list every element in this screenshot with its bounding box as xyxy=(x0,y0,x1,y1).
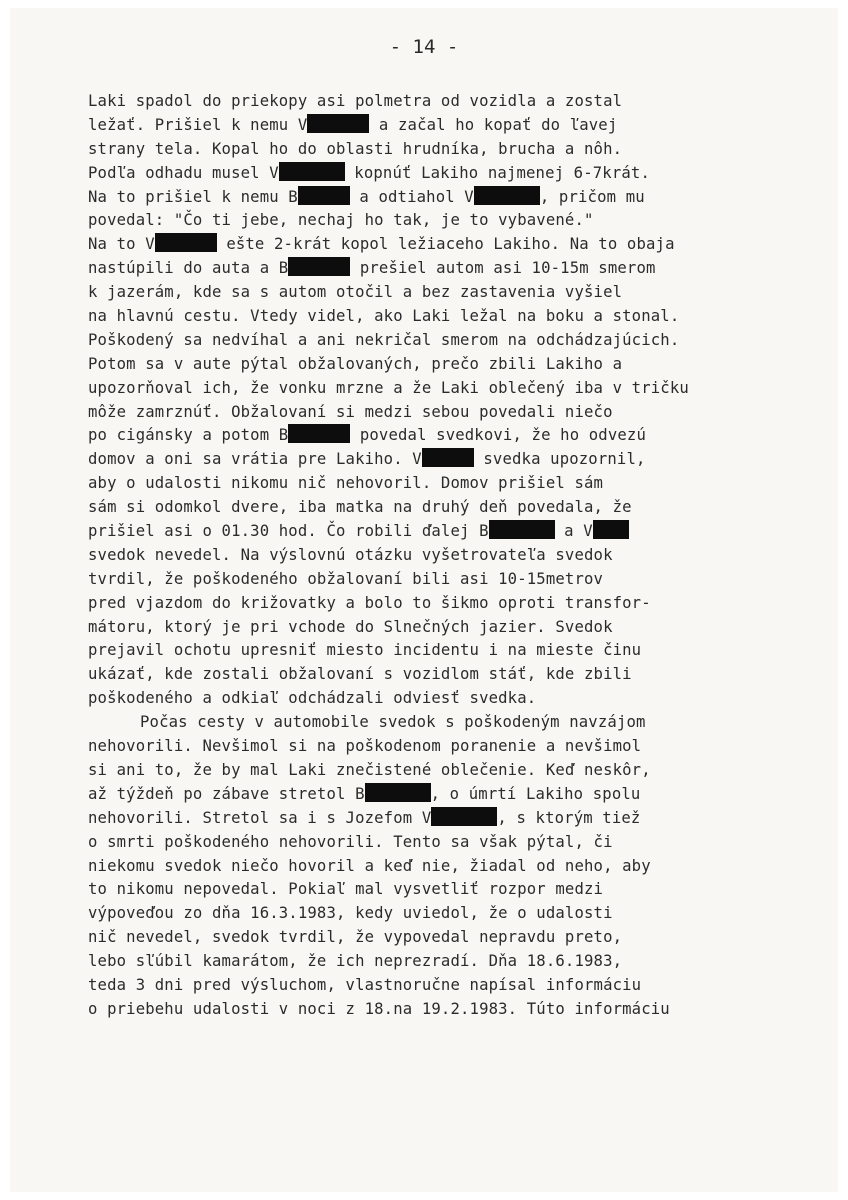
text-segment: svedok nevedel. Na výslovnú otázku vyšetrovateľa svedok xyxy=(88,545,613,564)
text-segment: teda 3 dni pred výsluchom, vlastnoručne napísal informáciu xyxy=(88,975,642,994)
text-line xyxy=(88,878,748,902)
text-segment: o priebehu udalosti v noci z 18.na 19.2.1983. Túto informáciu xyxy=(88,999,670,1018)
text-segment: Na to prišiel k nemu B xyxy=(88,187,298,206)
text-line xyxy=(88,448,748,472)
text-segment: to nikomu nepovedal. Pokiaľ mal vysvetliť rozpor medzi xyxy=(88,880,604,899)
redaction-box xyxy=(489,520,555,539)
text-line xyxy=(88,855,748,879)
text-line xyxy=(88,520,748,544)
text-segment: výpoveďou zo dňa 16.3.1983, kedy uviedol, že o udalosti xyxy=(88,904,613,923)
text-line xyxy=(88,926,748,950)
text-segment: pred vjazdom do križovatky a bolo to šikmo oproti transfor- xyxy=(88,593,651,612)
text-segment: kopnúť Lakiho najmenej 6-7krát. xyxy=(344,163,650,182)
text-segment: povedal: "Čo ti jebe, nechaj ho tak, je to vybavené." xyxy=(88,211,594,230)
text-line xyxy=(88,353,748,377)
redaction-box xyxy=(288,424,350,443)
redaction-box xyxy=(431,807,497,826)
text-segment: , pričom mu xyxy=(539,187,645,206)
redaction-box xyxy=(365,783,431,802)
text-line xyxy=(88,687,748,711)
text-line xyxy=(88,496,748,520)
text-line xyxy=(88,162,748,186)
text-line xyxy=(88,401,748,425)
text-line xyxy=(88,186,748,210)
text-line xyxy=(88,424,748,448)
redaction-box xyxy=(155,233,217,252)
text-segment: nič nevedel, svedok tvrdil, že vypovedal nepravdu preto, xyxy=(88,928,623,947)
text-segment: k jazerám, kde sa s autom otočil a bez zastavenia vyšiel xyxy=(88,283,623,302)
text-line xyxy=(88,950,748,974)
text-segment: si ani to, že by mal Laki znečistené oblečenie. Keď neskôr, xyxy=(88,760,651,779)
text-segment: Podľa odhadu musel V xyxy=(88,163,279,182)
text-line xyxy=(88,759,748,783)
redaction-box xyxy=(422,448,474,467)
redaction-box xyxy=(307,114,369,133)
text-segment: Poškodený sa nedvíhal a ani nekričal smerom na odchádzajúcich. xyxy=(88,330,680,349)
text-segment: až týždeň po zábave stretol B xyxy=(88,784,365,803)
text-line xyxy=(88,329,748,353)
text-line xyxy=(88,807,748,831)
text-segment: po cigánsky a potom B xyxy=(88,426,289,445)
text-segment: domov a oni sa vrátia pre Lakiho. V xyxy=(88,450,422,469)
text-segment: prišiel asi o 01.30 hod. Čo robili ďalej B xyxy=(88,522,489,541)
text-line xyxy=(88,544,748,568)
text-line xyxy=(88,902,748,926)
text-line xyxy=(88,377,748,401)
text-line xyxy=(88,281,748,305)
redaction-box xyxy=(298,186,350,205)
text-line xyxy=(88,998,748,1022)
text-line xyxy=(88,233,748,257)
text-line xyxy=(88,831,748,855)
text-segment: ležať. Prišiel k nemu V xyxy=(88,115,308,134)
text-segment: Potom sa v aute pýtal obžalovaných, prečo zbili Lakiho a xyxy=(88,354,623,373)
text-segment: upozorňoval ich, že vonku mrzne a že Laki oblečený iba v tričku xyxy=(88,378,689,397)
document-body xyxy=(88,90,748,1022)
text-segment: nehovorili. Nevšimol si na poškodenom poranenie a nevšimol xyxy=(88,737,642,756)
text-line xyxy=(88,616,748,640)
text-line xyxy=(88,257,748,281)
text-segment: povedal svedkovi, že ho odvezú xyxy=(350,426,646,445)
text-segment: a začal ho kopať do ľavej xyxy=(369,115,618,134)
text-segment: prešiel autom asi 10-15m smerom xyxy=(350,259,656,278)
text-line xyxy=(88,114,748,138)
text-line xyxy=(88,209,748,233)
text-segment: na hlavnú cestu. Vtedy videl, ako Laki ležal na boku a stonal. xyxy=(88,307,680,326)
text-segment: a odtiahol V xyxy=(349,187,474,206)
redaction-box xyxy=(593,520,629,539)
redaction-box xyxy=(288,257,350,276)
text-segment: strany tela. Kopal ho do oblasti hrudníka, brucha a nôh. xyxy=(88,139,623,158)
text-segment: Počas cesty v automobile svedok s poškodeným navzájom xyxy=(140,713,646,732)
page-number: - 14 - xyxy=(389,36,459,58)
text-segment: sám si odomkol dvere, iba matka na druhý deň povedala, že xyxy=(88,498,632,517)
text-segment: svedka upozornil, xyxy=(473,450,646,469)
text-segment: aby o udalosti nikomu nič nehovoril. Domov prišiel sám xyxy=(88,474,604,493)
text-segment: nastúpili do auta a B xyxy=(88,259,289,278)
text-segment: niekomu svedok niečo hovoril a keď nie, žiadal od neho, aby xyxy=(88,856,651,875)
text-segment: , o úmrtí Lakiho spolu xyxy=(430,784,641,803)
text-segment: ešte 2-krát kopol ležiaceho Lakiho. Na to obaja xyxy=(216,235,675,254)
text-line xyxy=(88,639,748,663)
text-segment: , s ktorým tiež xyxy=(497,808,641,827)
text-segment: tvrdil, že poškodeného obžalovaní bili asi 10-15metrov xyxy=(88,569,604,588)
text-line xyxy=(88,783,748,807)
redaction-box xyxy=(474,186,540,205)
text-segment: a V xyxy=(554,522,593,541)
text-segment: mátoru, ktorý je pri vchode do Slnečných jazier. Svedok xyxy=(88,617,613,636)
text-line xyxy=(88,711,748,735)
text-line xyxy=(88,974,748,998)
text-line xyxy=(88,138,748,162)
text-segment: môže zamrznúť. Obžalovaní si medzi sebou povedali niečo xyxy=(88,402,613,421)
text-segment: o smrti poškodeného nehovorili. Tento sa však pýtal, či xyxy=(88,832,613,851)
text-segment: ukázať, kde zostali obžalovaní s vozidlom stáť, kde zbili xyxy=(88,665,632,684)
text-line xyxy=(88,472,748,496)
text-line xyxy=(88,592,748,616)
text-line xyxy=(88,90,748,114)
text-line xyxy=(88,305,748,329)
text-segment: poškodeného a odkiaľ odchádzali odviesť svedka. xyxy=(88,689,537,708)
text-line xyxy=(88,663,748,687)
text-line xyxy=(88,568,748,592)
text-segment: nehovorili. Stretol sa i s Jozefom V xyxy=(88,808,432,827)
redaction-box xyxy=(279,162,345,181)
text-segment: prejavil ochotu upresniť miesto incidentu i na mieste činu xyxy=(88,641,642,660)
text-segment: Na to V xyxy=(88,235,155,254)
text-line xyxy=(88,735,748,759)
text-segment: Laki spadol do priekopy asi polmetra od vozidla a zostal xyxy=(88,92,623,110)
text-segment: lebo sľúbil kamarátom, že ich neprezradí. Dňa 18.6.1983, xyxy=(88,952,623,971)
